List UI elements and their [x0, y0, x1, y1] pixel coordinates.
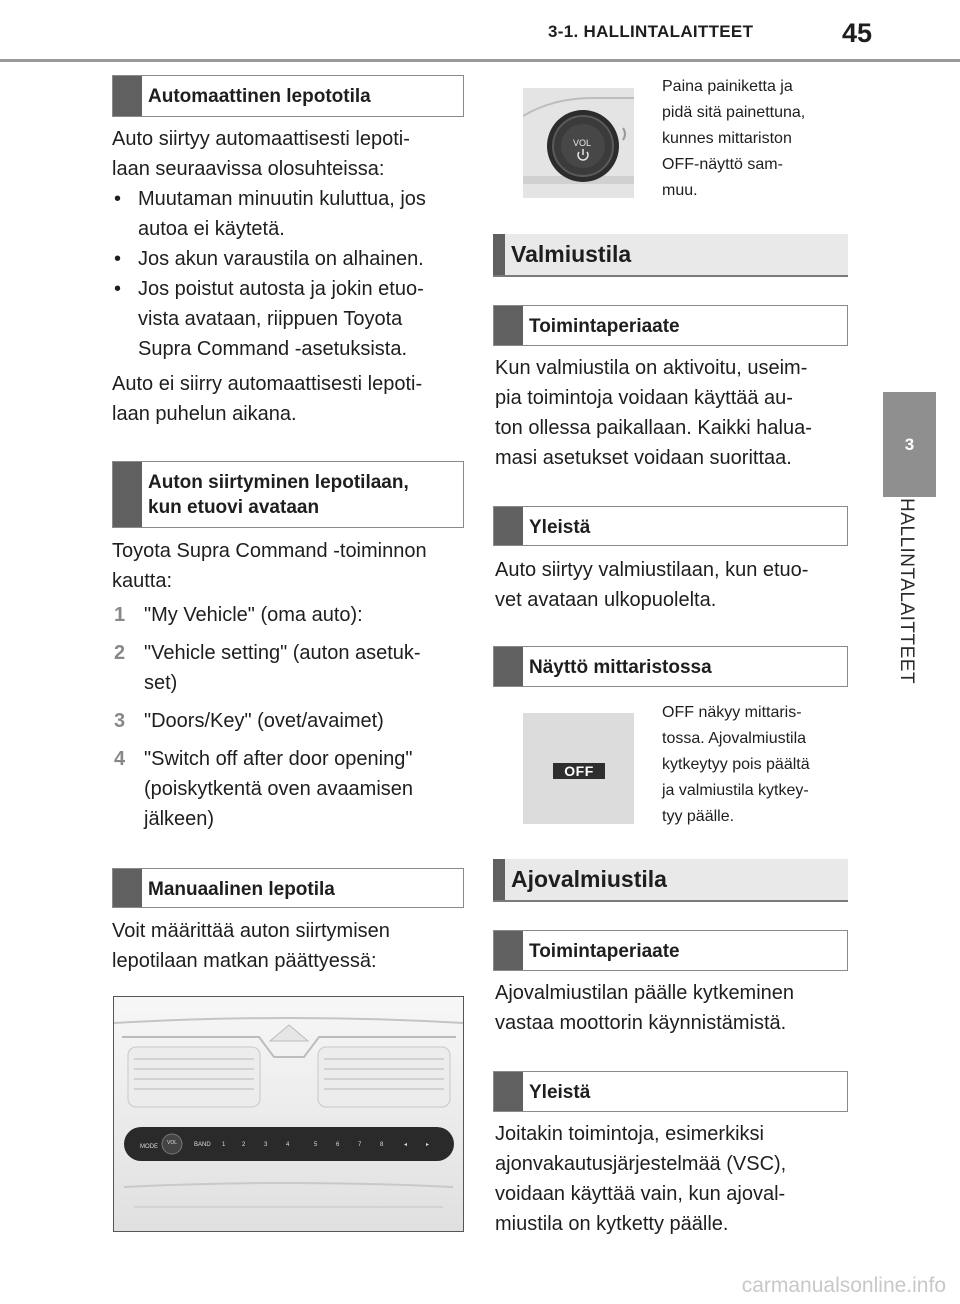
heading-toimintaperiaate-1	[493, 305, 848, 346]
heading-text: Manuaalinen lepotila	[148, 879, 335, 900]
heading-auton-siirtyminen	[112, 461, 464, 528]
text-line: Auto siirtyy valmiustilaan, kun etuo-	[495, 559, 809, 581]
band-title: Ajovalmiustila	[511, 866, 667, 892]
text-line: ja valmiustila kytkey-	[662, 782, 809, 799]
text-line: pia toimintoja voidaan käyttää au-	[495, 387, 793, 409]
heading-text: Automaattinen lepototila	[148, 86, 371, 107]
bullet-dot: •	[114, 188, 122, 210]
preset-3: 3	[264, 1142, 268, 1148]
text-line: muu.	[662, 182, 698, 199]
text-line: vastaa moottorin käynnistämistä.	[495, 1012, 787, 1034]
vol-knob-drawing	[523, 88, 634, 198]
heading-text	[148, 470, 455, 520]
band-marker	[493, 859, 505, 900]
heading-toimintaperiaate-2	[493, 930, 848, 971]
paragraph-puhelu	[112, 369, 472, 429]
bullet-dot: •	[114, 278, 122, 300]
watermark: carmanualsonline.info	[741, 1274, 946, 1297]
text-line: (poiskytkentä oven avaamisen	[144, 778, 414, 800]
text-line: "Vehicle setting" (auton asetuk-	[144, 642, 421, 664]
text-line: Jos poistut autosta ja jokin etuo-	[138, 278, 424, 300]
text-line: Voit määrittää auton siirtymisen	[112, 920, 390, 942]
heading-marker	[494, 306, 523, 345]
step-number: 1	[114, 604, 126, 626]
preset-5: 5	[314, 1142, 318, 1148]
heading-text: Yleistä	[529, 517, 591, 538]
text-line: kautta:	[112, 570, 173, 592]
next-icon: ▸	[426, 1142, 430, 1148]
text-line: set)	[144, 672, 178, 694]
step-item	[114, 638, 474, 698]
text-line: ton ollessa paikallaan. Kaikki halua-	[495, 417, 812, 439]
header-rule	[0, 59, 960, 62]
heading-line: kun etuovi avataan	[148, 497, 320, 518]
preset-1: 1	[222, 1142, 226, 1148]
vol-label: VOL	[167, 1140, 178, 1146]
text-line: vet avataan ulkopuolelta.	[495, 589, 717, 611]
heading-text: Yleistä	[529, 1082, 591, 1103]
text-line: pidä sitä painettuna,	[662, 104, 806, 121]
text-line: voidaan käyttää vain, kun ajoval-	[495, 1183, 786, 1205]
heading-marker	[494, 931, 523, 970]
band-title: Valmiustila	[511, 241, 632, 267]
text-line: masi asetukset voidaan suorittaa.	[495, 447, 792, 469]
preset-6: 6	[336, 1142, 340, 1148]
band-marker	[493, 234, 505, 275]
text-line: jälkeen)	[144, 808, 215, 830]
text-line: "Doors/Key" (ovet/avaimet)	[144, 710, 384, 732]
heading-text: Toimintaperiaate	[529, 941, 680, 962]
heading-yleista-2	[493, 1071, 848, 1112]
step-item	[114, 706, 474, 736]
heading-text: Toimintaperiaate	[529, 316, 680, 337]
section-band-valmiustila	[493, 234, 848, 277]
preset-4: 4	[286, 1142, 290, 1148]
text-line: Supra Command -asetuksista.	[138, 338, 408, 360]
text-line: kytkeytyy pois päältä	[662, 756, 810, 773]
bullet-item	[114, 244, 474, 274]
step-item	[114, 600, 474, 630]
text-line: tyy päälle.	[662, 808, 735, 825]
text-line: tossa. Ajovalmiustila	[662, 730, 807, 747]
text-line: miustila on kytketty päälle.	[495, 1213, 729, 1235]
instrument-off-display-illustration	[523, 713, 634, 824]
vol-button-illustration	[523, 88, 634, 198]
heading-marker	[113, 462, 142, 527]
paragraph-yleista-1	[495, 555, 860, 615]
caption-off-display	[662, 700, 862, 830]
text-line: "My Vehicle" (oma auto):	[144, 604, 363, 626]
heading-text: Näyttö mittaristossa	[529, 657, 712, 678]
heading-marker	[494, 647, 523, 686]
preset-7: 7	[358, 1142, 362, 1148]
text-line: laan seuraavissa olosuhteissa:	[112, 158, 385, 180]
bullet-item	[114, 274, 474, 364]
preset-2: 2	[242, 1142, 246, 1148]
heading-marker	[494, 1072, 523, 1111]
section-band-ajovalmiustila	[493, 859, 848, 902]
paragraph-valmiustila	[495, 353, 860, 473]
paragraph-manuaalinen	[112, 916, 472, 976]
heading-line: Auton siirtyminen lepotilaan,	[148, 472, 409, 493]
mode-label: MODE	[140, 1144, 158, 1150]
off-indicator: OFF	[553, 763, 605, 779]
text-line: OFF-näyttö sam-	[662, 156, 783, 173]
center-console-illustration	[113, 996, 464, 1232]
paragraph-yleista-2	[495, 1119, 860, 1239]
text-line: Kun valmiustila on aktivoitu, useim-	[495, 357, 808, 379]
preset-8: 8	[380, 1142, 384, 1148]
heading-marker	[494, 507, 523, 545]
text-line: Muutaman minuutin kuluttua, jos	[138, 188, 426, 210]
chapter-tab: 3	[883, 392, 936, 497]
band-label: BAND	[194, 1142, 211, 1148]
text-line: Auto ei siirry automaattisesti lepoti-	[112, 373, 423, 395]
vol-knob-label: VOL	[573, 138, 592, 148]
text-line: kunnes mittariston	[662, 130, 792, 147]
heading-yleista-1	[493, 506, 848, 546]
text-line: Ajovalmiustilan päälle kytkeminen	[495, 982, 795, 1004]
text-line: Toyota Supra Command -toiminnon	[112, 540, 427, 562]
text-line: vista avataan, riippuen Toyota	[138, 308, 403, 330]
text-line: ajonvakautusjärjestelmää (VSC),	[495, 1153, 787, 1175]
text-line: "Switch off after door opening"	[144, 748, 413, 770]
bullet-dot: •	[114, 248, 122, 270]
console-drawing	[114, 997, 463, 1231]
text-line: Paina painiketta ja	[662, 78, 793, 95]
text-line: Auto siirtyy automaattisesti lepoti-	[112, 128, 410, 150]
text-line: Jos akun varaustila on alhainen.	[138, 248, 424, 270]
paragraph-supra-command	[112, 536, 472, 596]
text-line: laan puhelun aikana.	[112, 403, 297, 425]
heading-marker	[113, 869, 142, 907]
heading-naytto-mittaristossa	[493, 646, 848, 687]
step-number: 3	[114, 710, 126, 732]
text-line: autoa ei käytetä.	[138, 218, 285, 240]
text-line: OFF näkyy mittaris-	[662, 704, 802, 721]
text-line: lepotilaan matkan päättyessä:	[112, 950, 377, 972]
page-number: 45	[842, 18, 873, 48]
step-number: 4	[114, 748, 126, 770]
step-item	[114, 744, 474, 834]
running-header-title: 3-1. HALLINTALAITTEET	[548, 22, 754, 41]
paragraph-ajovalmiustila	[495, 978, 860, 1038]
chapter-tab-label: HALLINTALAITTEET	[896, 498, 917, 685]
step-number: 2	[114, 642, 126, 664]
paragraph-auto-lepotila	[112, 124, 472, 184]
caption-vol-button	[662, 74, 862, 204]
bullet-item	[114, 184, 474, 244]
heading-automaattinen-lepototila	[112, 75, 464, 117]
prev-icon: ◂	[404, 1142, 408, 1148]
heading-manuaalinen-lepotila	[112, 868, 464, 908]
text-line: Joitakin toimintoja, esimerkiksi	[495, 1123, 764, 1145]
heading-marker	[113, 76, 142, 116]
